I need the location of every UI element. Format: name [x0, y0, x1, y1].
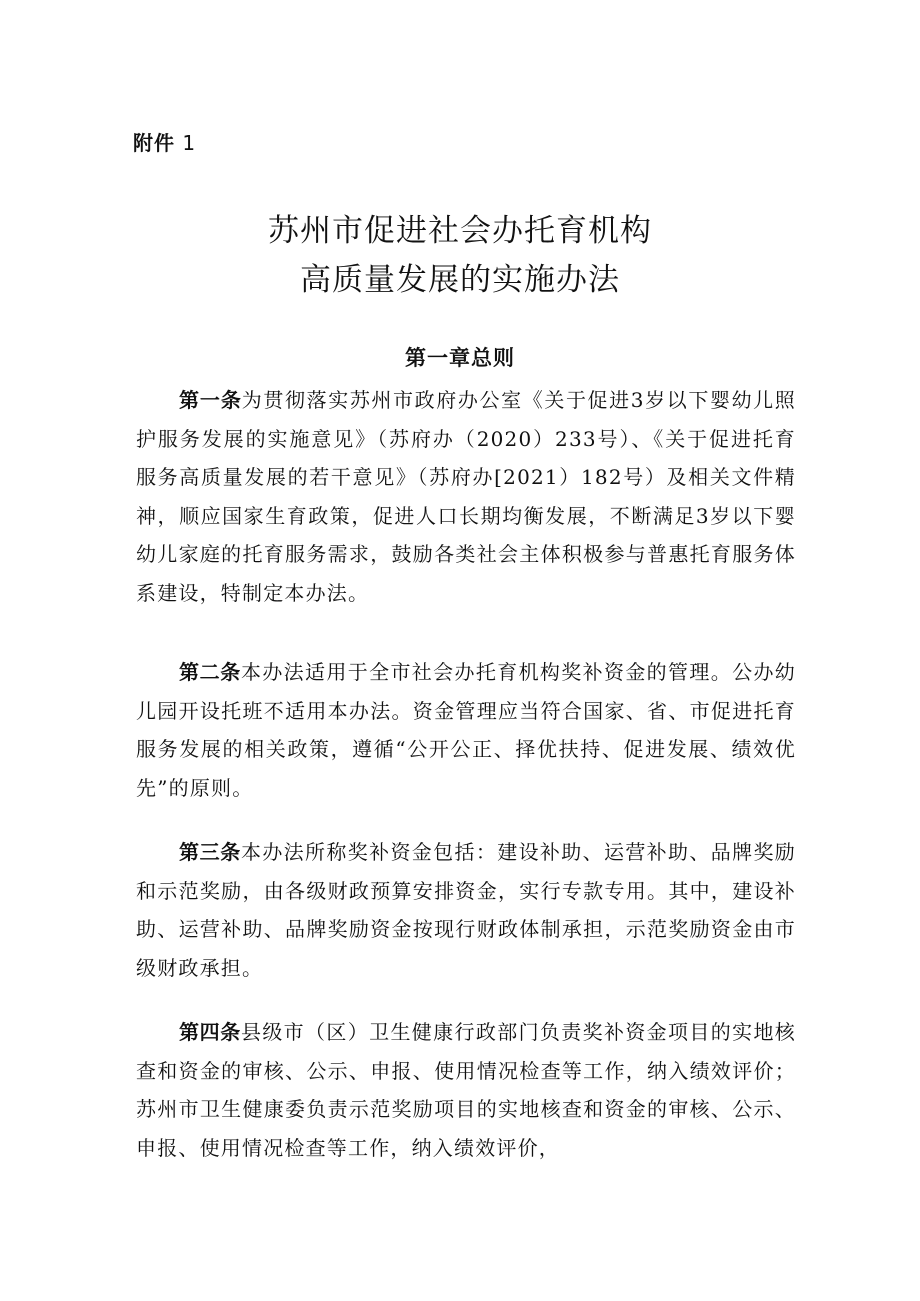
document-title-line-2: 高质量发展的实施办法: [300, 262, 620, 298]
attachment-label: [133, 128, 196, 158]
document-title-line-1: 苏州市促进社会办托育机构: [268, 213, 652, 249]
article-text: 县级市（区）卫生健康行政部门负责奖补资金项目的实地核查和资金的审核、公示、申报、使用情况检查等工作，纳入绩效评价；苏州市卫生健康委负责示范奖励项目的实地核查和资金的审核、公示、申报、使用情况检查等工作，纳入绩效评价，: [136, 1020, 797, 1160]
article-heading: 第四条: [179, 1020, 241, 1044]
article-4: [136, 1013, 796, 1167]
article-heading: 第二条: [179, 660, 241, 684]
article-heading: 第一条: [179, 388, 242, 412]
chapter-heading: 第一章总则: [405, 346, 515, 370]
article-text: 本办法适用于全市社会办托育机构奖补资金的管理。公办幼儿园开设托班不适用本办法。资金管理应当符合国家、省、市促进托育服务发展的相关政策，遵循“公开公正、择优扶持、促进发展、绩效优先”的原则。: [136, 660, 797, 800]
article-text: 为贯彻落实苏州市政府办公室《关于促进3岁以下婴幼儿照护服务发展的实施意见》（苏府办（2020）233号）、《关于促进托育服务高质量发展的若干意见》（苏府办[2021）182号）及相关文件精神，顺应国家生育政策，促进人口长期均衡发展，不断满足3岁以下婴幼儿家庭的托育服务需求，鼓励各类社会主体积极参与普惠托育服务体系建设，特制定本办法。: [136, 388, 796, 605]
article-1: [136, 381, 796, 612]
attachment-number: 1: [182, 131, 197, 155]
article-text: 本办法所称奖补资金包括：建设补助、运营补助、品牌奖励和示范奖励，由各级财政预算安排资金，实行专款专用。其中，建设补助、运营补助、品牌奖励资金按现行财政体制承担，示范奖励资金由市级财政承担。: [136, 840, 797, 980]
article-2: [136, 653, 796, 807]
article-heading: 第三条: [179, 840, 241, 864]
article-3: [136, 833, 796, 987]
attachment-word: 附件: [133, 131, 175, 155]
